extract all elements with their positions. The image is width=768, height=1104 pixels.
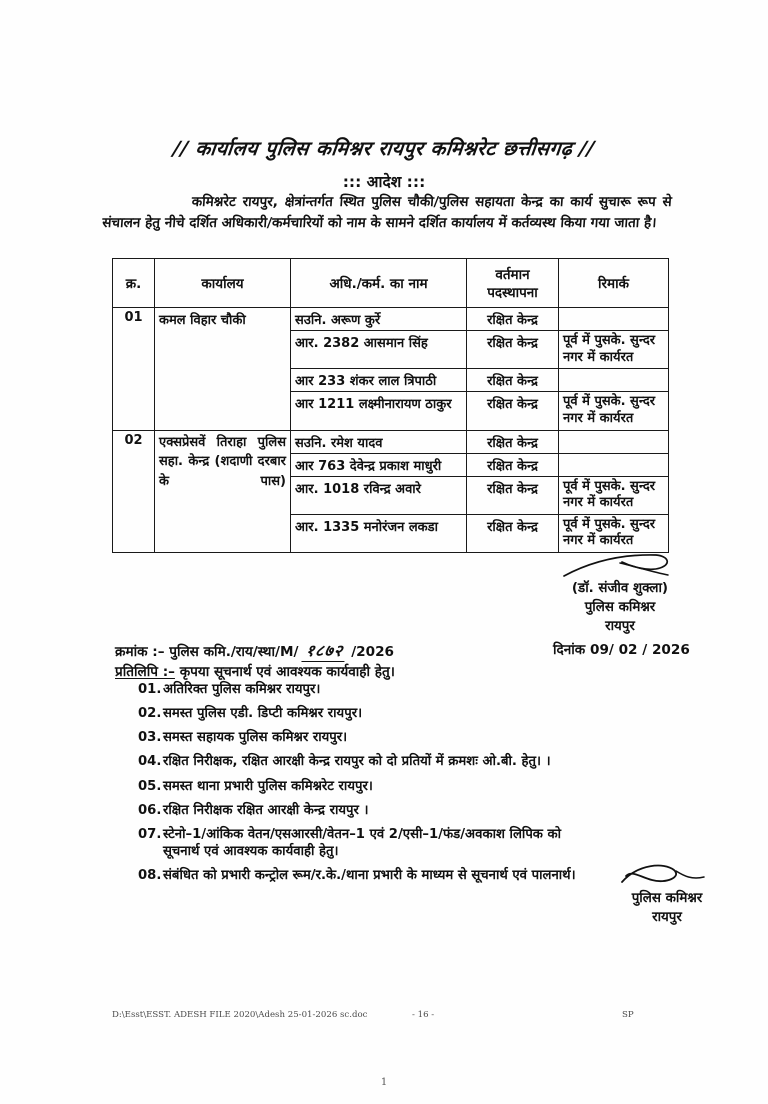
cell-remark <box>559 430 669 453</box>
signatory-city: रायपुर <box>605 619 635 635</box>
list-item-text: संबंधित को प्रभारी कन्ट्रोल रूम/र.के./थाना प्रभारी के माध्यम से सूचनार्थ एवं पालनार्थ। <box>163 868 576 884</box>
date-rest: / 02 / 2026 <box>608 642 690 658</box>
cell-remark: पूर्व में पुसके. सुन्दर नगर में कार्यरत <box>559 331 669 369</box>
reference-year: /2026 <box>351 644 394 660</box>
list-item-number: 03. <box>138 730 162 746</box>
copy-distribution-list <box>138 681 678 891</box>
list-item-text: समस्त सहायक पुलिस कमिश्नर रायपुर। <box>163 730 348 746</box>
list-item <box>138 729 678 746</box>
cell-current-posting: रक्षित केन्द्र <box>467 369 559 392</box>
footer-page-marker: - 16 - <box>412 1010 435 1020</box>
cell-name: आर 763 देवेन्द्र प्रकाश माधुरी <box>291 453 467 476</box>
col-header-serial: क्र. <box>113 259 155 308</box>
cell-remark: पूर्व में पुसके. सुन्दर नगर में कार्यरत <box>559 514 669 552</box>
col-header-office: कार्यालय <box>155 259 291 308</box>
signatory-city: रायपुर <box>652 910 682 926</box>
col-header-name: अधि./कर्म. का नाम <box>291 259 467 308</box>
list-item-text: समस्त थाना प्रभारी पुलिस कमिश्नरेट रायपुर। <box>163 778 373 794</box>
col-header-remark: रिमार्क <box>559 259 669 308</box>
list-item <box>138 802 678 819</box>
order-table-wrapper <box>112 258 668 553</box>
cell-remark: पूर्व में पुसके. सुन्दर नगर में कार्यरत <box>559 392 669 430</box>
cell-current-posting: रक्षित केन्द्र <box>467 392 559 430</box>
list-item-number: 04. <box>138 754 162 770</box>
cell-name: आर. 2382 आसमान सिंह <box>291 331 467 369</box>
list-item-number: 07. <box>138 826 162 842</box>
cell-current-posting: रक्षित केन्द्र <box>467 514 559 552</box>
list-item <box>138 753 678 770</box>
date-label: दिनांक <box>553 642 586 658</box>
list-item <box>138 778 678 795</box>
reference-line <box>115 639 690 662</box>
cell-name: आर. 1335 मनोरंजन लकडा <box>291 514 467 552</box>
table-header-row <box>113 259 669 308</box>
list-item-text: स्टेनो–1/आंकिक वेतन/एसआरसी/वेतन–1 एवं 2/एसी–1/फंड/अवकाश लिपिक को <box>163 826 562 842</box>
cell-remark <box>559 308 669 331</box>
signature-block-top <box>520 552 720 636</box>
reference-label: क्रमांक :– पुलिस कमि./राय/स्था/M/ <box>115 644 299 660</box>
cell-serial: 02 <box>113 430 155 553</box>
cell-office: एक्सप्रेसवें तिराहा पुलिस सहा. केन्द्र (शदाणी दरबार के पास) <box>155 430 291 553</box>
cell-remark: पूर्व में पुसके. सुन्दर नगर में कार्यरत <box>559 476 669 514</box>
signatory-designation: पुलिस कमिश्नर <box>631 891 703 906</box>
cell-name: सउनि. अरूण कुर्रे <box>291 308 467 331</box>
handwritten-signature-icon <box>520 552 720 578</box>
signature-block-bottom <box>592 862 742 927</box>
list-item <box>138 681 678 698</box>
cell-remark <box>559 453 669 476</box>
handwritten-signature-icon <box>592 862 742 888</box>
signatory-name: (डॉ. संजीव शुक्ला) <box>571 581 669 596</box>
cell-current-posting: रक्षित केन्द्र <box>467 476 559 514</box>
cell-current-posting: रक्षित केन्द्र <box>467 453 559 476</box>
table-row <box>113 430 669 453</box>
date-day: 09 <box>589 642 609 658</box>
list-item <box>138 826 678 860</box>
cell-current-posting: रक्षित केन्द्र <box>467 308 559 331</box>
cell-serial: 01 <box>113 308 155 431</box>
list-item-text: समस्त पुलिस एडी. डिप्टी कमिश्नर रायपुर। <box>163 706 363 722</box>
footer-initials: SP <box>622 1010 634 1020</box>
pratilipi-line <box>115 661 395 680</box>
page-number: 1 <box>380 1077 388 1088</box>
list-item-text: रक्षित निरीक्षक रक्षित आरक्षी केन्द्र रायपुर । <box>163 802 369 818</box>
cell-remark <box>559 369 669 392</box>
cell-name: सउनि. रमेश यादव <box>291 430 467 453</box>
cell-current-posting: रक्षित केन्द्र <box>467 331 559 369</box>
cell-name: आर 233 शंकर लाल त्रिपाठी <box>291 369 467 392</box>
list-item-continuation: सूचनार्थ एवं आवश्यक कार्यवाही हेतु। <box>163 844 339 860</box>
cell-office: कमल विहार चौकी <box>155 308 291 431</box>
col-header-current-posting: वर्तमान पदस्थापना <box>467 259 559 308</box>
intro-text: कमिश्नरेट रायपुर, क्षेत्रांन्तर्गत स्थित पुलिस चौकी/पुलिस सहायता केन्द्र का कार्य सुचारू रूप से संचालन हेतु नीचे दर्शित अधिकारी/कर्मचारियों को नाम के सामने दर्शित कार्यालय में कर्तव्यस्थ किया गया जाता है। <box>101 194 673 231</box>
cell-current-posting: रक्षित केन्द्र <box>467 430 559 453</box>
table-row <box>113 308 669 331</box>
list-item-number: 06. <box>138 802 162 818</box>
list-item-number: 01. <box>138 682 162 697</box>
cell-name: आर. 1018 रविन्द्र अवारे <box>291 476 467 514</box>
list-item-text: रक्षित निरीक्षक, रक्षित आरक्षी केन्द्र रायपुर को दो प्रतियों में क्रमशः ओ.बी. हेतु। । <box>163 754 551 770</box>
list-item-number: 05. <box>138 778 162 794</box>
pratilipi-label: प्रतिलिपि :– <box>115 664 175 680</box>
pratilipi-text: कृपया सूचनार्थ एवं आवश्यक कार्यवाही हेतु। <box>179 664 395 680</box>
list-item <box>138 705 678 722</box>
reference-date <box>553 639 690 658</box>
cell-name: आर 1211 लक्ष्मीनारायण ठाकुर <box>291 392 467 430</box>
order-table <box>112 258 669 553</box>
signatory-designation: पुलिस कमिश्नर <box>584 600 656 616</box>
footer-file-path: D:\Esst\ESST. ADESH FILE 2020\Adesh 25-01-2026 sc.doc <box>112 1010 368 1020</box>
intro-paragraph <box>102 192 673 233</box>
reference-handwritten-number: १८७२ <box>302 639 349 662</box>
list-item-number: 02. <box>138 706 162 722</box>
document-subtitle: ::: आदेश ::: <box>342 173 426 191</box>
document-title: // कार्यालय पुलिस कमिश्नर रायपुर कमिश्नरेट छत्तीसगढ़ // <box>172 137 596 160</box>
list-item-number: 08. <box>138 868 162 884</box>
list-item-text: अतिरिक्त पुलिस कमिश्नर रायपुर। <box>163 682 321 697</box>
